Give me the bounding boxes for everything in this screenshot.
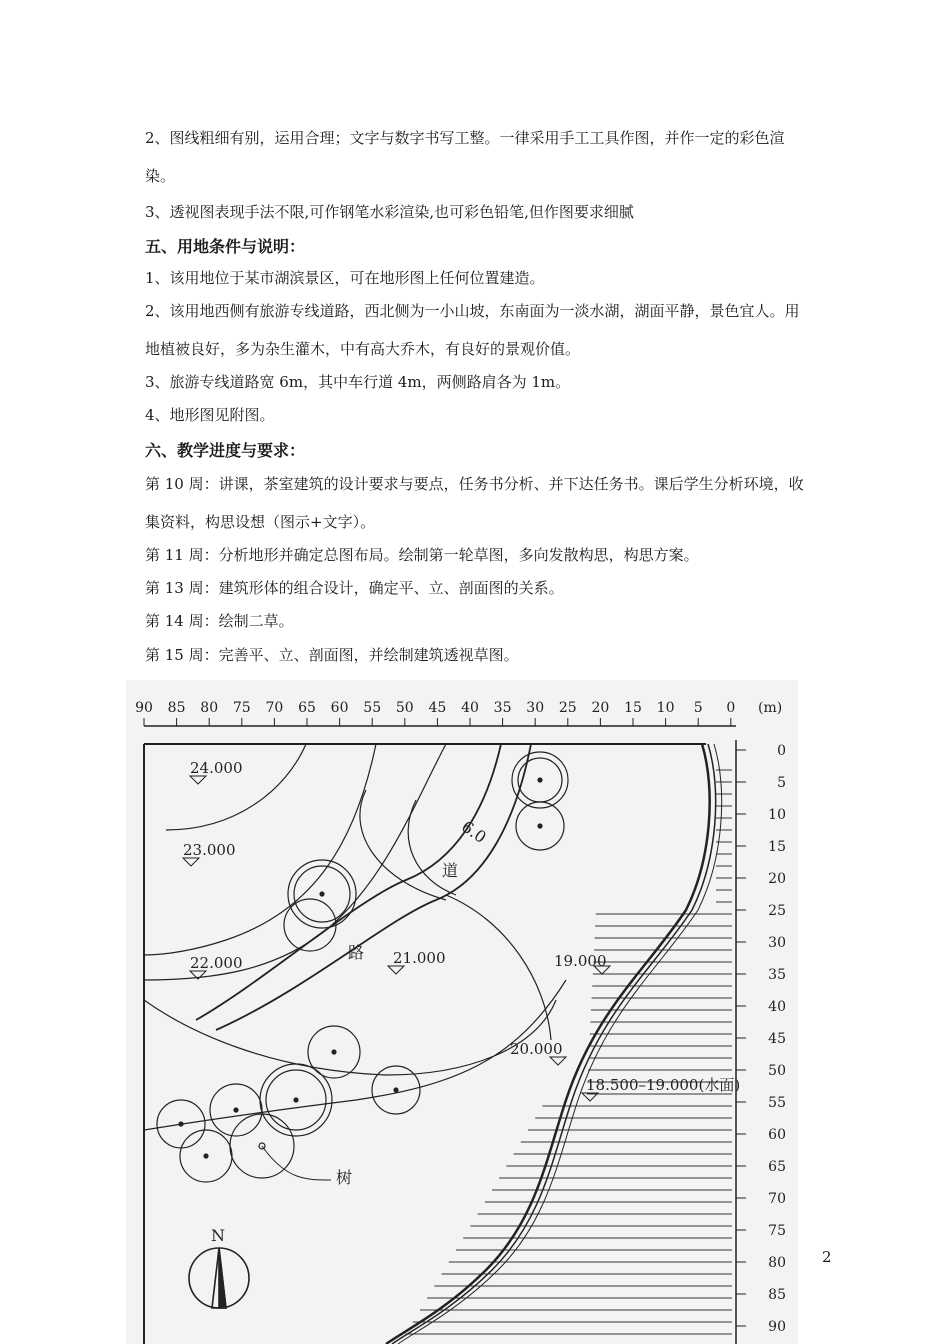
top-scale-label: 20: [591, 700, 610, 716]
right-scale-label: 75: [768, 1223, 786, 1239]
top-scale-label: 80: [200, 700, 219, 716]
contour-label: 22.000: [190, 954, 243, 972]
top-scale-label: 85: [167, 700, 186, 716]
paragraph-line: 4、地形图见附图。: [145, 406, 275, 424]
contour-label: 19.000: [554, 952, 607, 970]
paragraph-line: 第 14 周：绘制二草。: [145, 612, 294, 630]
top-scale-label: 15: [624, 700, 642, 716]
paragraph-line: 3、透视图表现手法不限,可作钢笔水彩渲染,也可彩色铅笔,但作图要求细腻: [145, 203, 634, 221]
section-heading: 六、教学进度与要求：: [145, 441, 306, 460]
top-scale-label: 5: [693, 700, 703, 716]
right-scale-label: 45: [768, 1031, 786, 1047]
paragraph-line: 染。: [145, 167, 176, 185]
top-scale-label: 10: [656, 700, 675, 716]
right-scale-label: 65: [768, 1159, 786, 1175]
top-scale-label: 45: [428, 700, 447, 716]
right-scale-label: 70: [768, 1191, 786, 1207]
contour-label: 24.000: [190, 759, 243, 777]
right-scale-label: 90: [768, 1319, 786, 1335]
right-scale-label: 15: [768, 839, 786, 855]
top-scale-label: 0: [726, 700, 736, 716]
paragraph-line: 第 13 周：建筑形体的组合设计，确定平、立、剖面图的关系。: [145, 579, 564, 597]
top-scale-label: 50: [395, 700, 414, 716]
paragraph-line: 1、该用地位于某市湖滨景区，可在地形图上任何位置建造。: [145, 269, 545, 287]
top-scale-label: 60: [330, 700, 349, 716]
road-label: 道: [442, 861, 459, 880]
right-scale-label: 20: [768, 871, 786, 887]
right-scale-label: 60: [768, 1127, 786, 1143]
contour-label: 20.000: [510, 1040, 563, 1058]
top-scale-label: 65: [298, 700, 316, 716]
top-scale-label: 40: [461, 700, 479, 716]
top-scale-label: 70: [265, 700, 284, 716]
right-scale-label: 5: [777, 775, 786, 791]
top-scale-label: 75: [232, 700, 251, 716]
paragraph-line: 地植被良好，多为杂生灌木，中有高大乔木，有良好的景观价值。: [145, 340, 581, 358]
paragraph-line: 3、旅游专线道路宽 6m，其中车行道 4m，两侧路肩各为 1m。: [145, 373, 571, 391]
top-scale-label: 30: [526, 700, 545, 716]
paragraph-line: 集资料，构思设想（图示+文字）。: [145, 513, 376, 531]
contour-label: 21.000: [393, 949, 446, 967]
scale-unit: (m): [758, 700, 783, 716]
tree-label: 树: [336, 1168, 353, 1187]
right-scale-label: 30: [768, 935, 786, 951]
road-width-label: 6.0: [458, 816, 490, 848]
right-scale-label: 0: [777, 743, 786, 759]
right-scale-label: 85: [768, 1287, 786, 1303]
top-scale-label: 35: [493, 700, 512, 716]
road-label: 路: [348, 943, 365, 962]
right-scale-label: 25: [768, 903, 786, 919]
paragraph-line: 2、图线粗细有别，运用合理；文字与数字书写工整。一律采用手工工具作图，并作一定的彩色渲: [145, 129, 785, 147]
paragraph-line: 第 11 周：分析地形并确定总图布局。绘制第一轮草图，多向发散构思，构思方案。: [145, 546, 699, 564]
top-scale-label: 25: [558, 700, 577, 716]
water-level-label: 18.500–19.000(水面): [586, 1076, 741, 1094]
north-label: N: [211, 1226, 225, 1245]
paragraph-line: 2、该用地西侧有旅游专线道路，西北侧为一小山坡，东南面为一淡水湖，湖面平静，景色宜人。用: [145, 302, 800, 320]
paragraph-line: 第 10 周：讲课，茶室建筑的设计要求与要点，任务书分析、并下达任务书。课后学生分析环境，收: [145, 475, 804, 493]
right-scale-label: 10: [768, 807, 786, 823]
top-scale-label: 55: [363, 700, 382, 716]
right-scale-label: 50: [768, 1063, 786, 1079]
top-scale-label: 90: [135, 700, 153, 716]
topographic-map: [126, 680, 798, 1344]
section-heading: 五、用地条件与说明：: [145, 237, 306, 256]
page-number: 2: [822, 1248, 832, 1266]
right-scale-label: 55: [768, 1095, 786, 1111]
right-scale-label: 80: [768, 1255, 786, 1271]
right-scale-label: 35: [768, 967, 786, 983]
right-scale-label: 40: [768, 999, 786, 1015]
contour-label: 23.000: [183, 841, 236, 859]
paragraph-line: 第 15 周：完善平、立、剖面图，并绘制建筑透视草图。: [145, 646, 519, 664]
